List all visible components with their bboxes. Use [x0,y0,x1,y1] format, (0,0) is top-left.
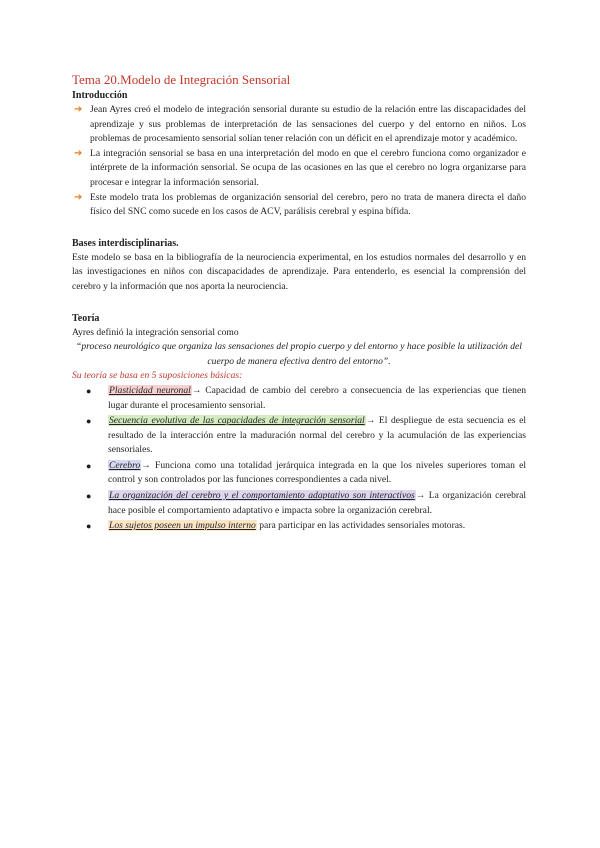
arrow-icon: ➔ [74,147,83,159]
intro-item: ➔ La integración sensorial se basa en una interpretación del modo en que el cerebro funciona como organizador e intérprete de la información sensorial. Se ocupa de las ocasiones en las que el cerebro no logra organizarse para procesar e integrar la información sensorial. [74,147,526,188]
assumption-term: Los sujetos poseen un impulso interno [109,520,256,532]
arrow-icon: → [365,415,376,427]
assumptions-lead: Su teoría se basa en 5 suposiciones básicas: [72,370,243,382]
assumption-term: La organización del cerebro y el comportamiento adaptativo son interactivos [109,490,415,502]
assumption-item: ● Plasticidad neuronal→ Capacidad de cambio del cerebro a consecuencia de las experiencias que tienen lugar durante el procesamiento sensorial. [86,384,526,411]
assumptions-list [72,384,526,534]
assumption-term: Plasticidad neuronal [109,384,191,396]
bullet-icon: ● [86,385,92,396]
document-page [72,72,526,535]
definition-quote: “proceso neurológico que organiza las sensaciones del propio cuerpo y del entorno y hace posible la utilización del cuerpo de manera efectiva dentro del entorno”. [76,341,522,367]
bases-heading: Bases interdisciplinarias. [72,237,179,249]
assumption-item: ● La organización del cerebro y el comportamiento adaptativo son interactivos→ La organización cerebral hace posible el comportamiento adaptativo e impacta sobre la organización cerebral. [86,490,526,516]
arrow-icon: → [191,384,202,396]
arrow-icon: ➔ [74,191,83,203]
assumption-term: Cerebro [109,459,141,471]
document-title: Tema 20.Modelo de Integración Sensorial [72,72,291,87]
intro-heading: Introducción [72,90,128,101]
arrow-icon: ➔ [74,104,83,115]
bullet-icon: ● [86,521,92,532]
intro-list [72,103,526,220]
intro-item: ➔ Este modelo trata los problemas de organización sensorial del cerebro, pero no trata de manera directa el daño físico del SNC como sucede en los casos de ACV, parálisis cerebral y espina bífida. [74,191,526,218]
bullet-icon: ● [86,491,92,502]
arrow-icon: → [415,490,426,502]
bullet-icon: ● [86,416,92,427]
intro-item: ➔ Jean Ayres creó el modelo de integración sensorial durante su estudio de la relación entre las discapacidades del aprendizaje y sus problemas de interpretación de las sensaciones del cuerpo y del entorno en niños. Los problemas de procesamiento sensorial solían tener relación con un déficit en el aprendizaje motor y académico. [74,104,526,145]
teoria-intro: Ayres definió la integración sensorial como [72,326,239,338]
assumption-item: ● Cerebro→ Funciona como una totalidad jerárquica integrada en la que los niveles superiores toman el control y son controlados por las funciones correspondientes a cada nivel. [86,459,526,486]
bases-paragraph: Este modelo se basa en la bibliografía de la neurociencia experimental, en los estudios normales del desarrollo y en las investigaciones en niños con discapacidades de aprendizaje. Para entenderlo, es esencial la comprensión del cerebro y la información que nos aporta la neurociencia. [72,251,526,292]
assumption-item: ● Secuencia evolutiva de las capacidades de integración sensorial→ El despliegue de esta secuencia es el resultado de la interacción entre la maduración normal del cerebro y la acumulación de las experiencias sensoriales. [86,415,526,456]
bullet-icon: ● [86,460,92,471]
arrow-icon: → [141,459,151,471]
assumption-item: ● Los sujetos poseen un impulso interno para participar en las actividades sensoriales motoras. [108,519,526,534]
teoria-heading: Teoría [72,312,100,324]
assumption-term: Secuencia evolutiva de las capacidades de integración sensorial [109,415,365,427]
